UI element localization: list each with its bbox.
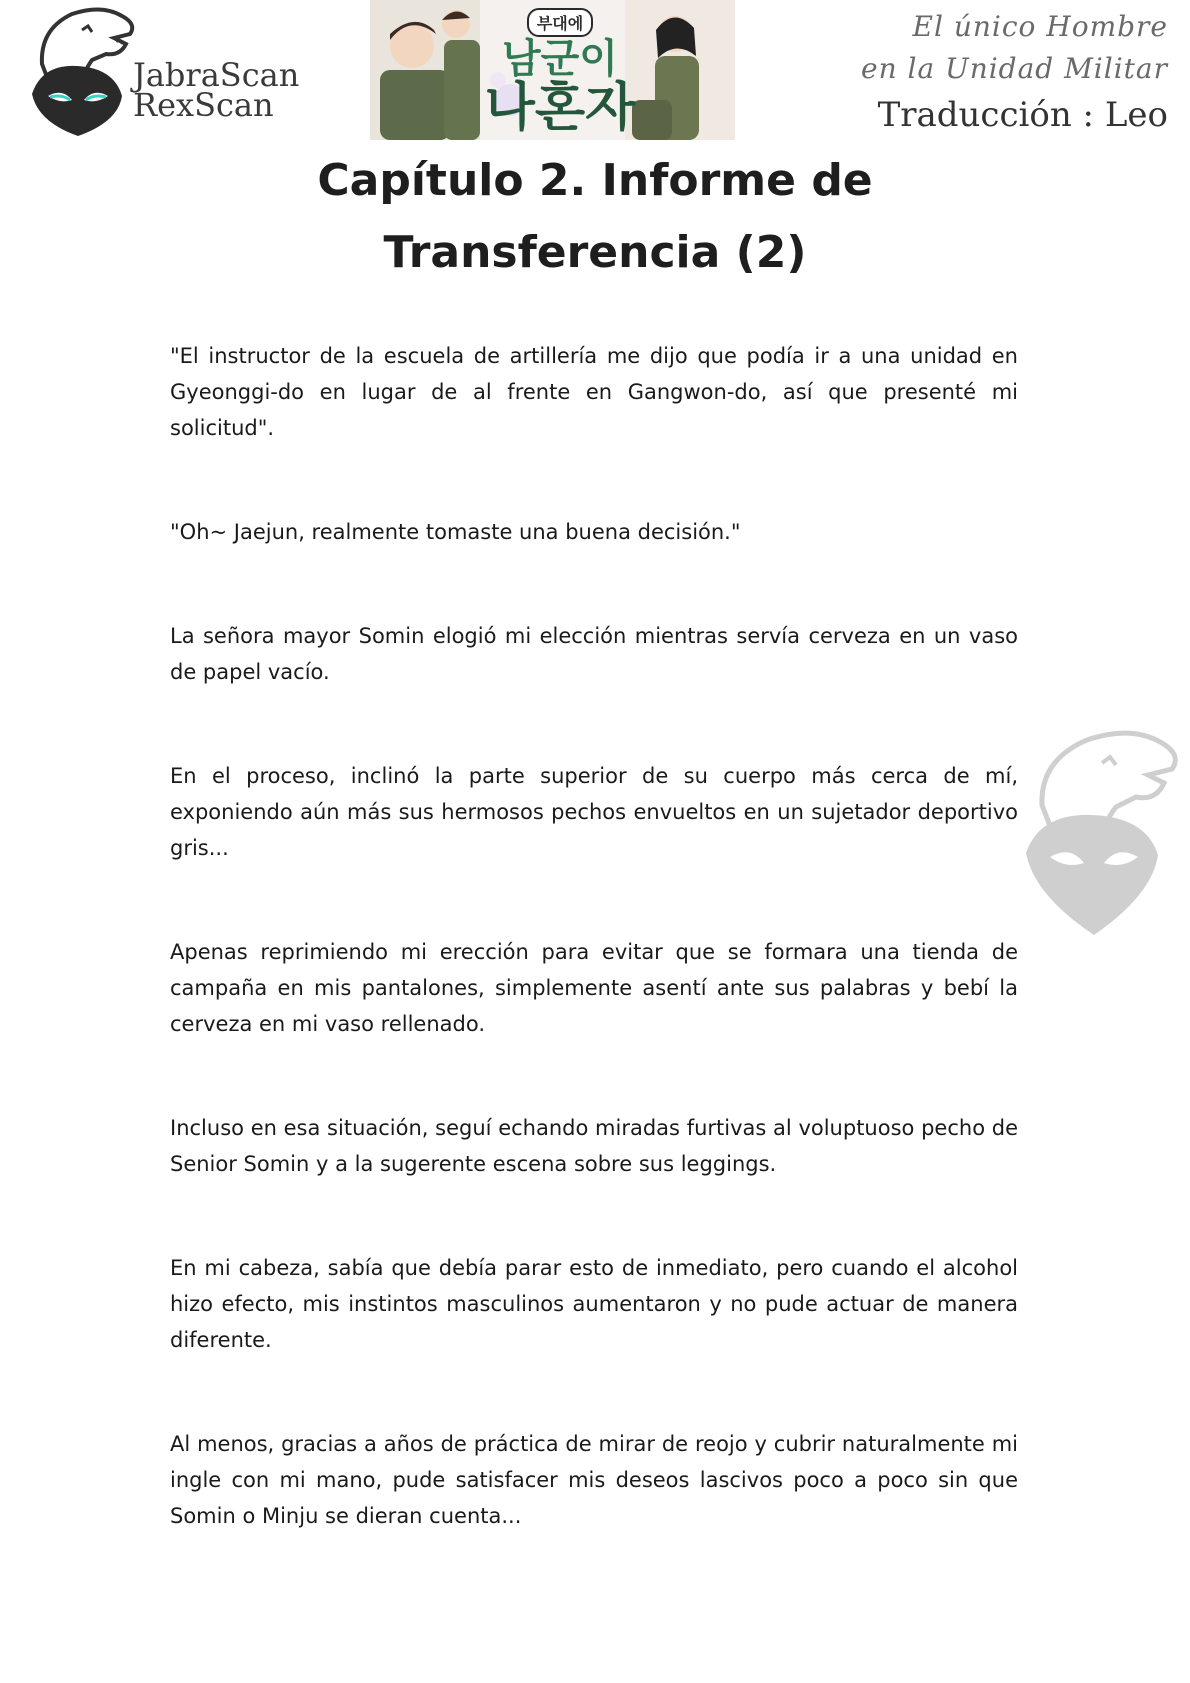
dinosaur-watermark-icon [1012, 725, 1187, 945]
paragraph: La señora mayor Somin elogió mi elección mientras servía cerveza en un vaso de papel vacío. [170, 624, 1018, 684]
chapter-title-line-1: Capítulo 2. Informe de [317, 155, 873, 206]
paragraph: "El instructor de la escuela de artillería me dijo que podía ir a una unidad en Gyeonggi-do en lugar de al frente en Gangwon-do, así que presenté mi solicitud". [170, 344, 1018, 440]
site-logo-text [133, 56, 300, 124]
paragraph: En el proceso, inclinó la parte superior de su cuerpo más cerca de mí, exponiendo aún más sus hermosos pechos envueltos en un sujetador deportivo gris... [170, 764, 1018, 860]
paragraph: "Oh~ Jaejun, realmente tomaste una buena decisión." [170, 520, 741, 544]
paragraph: En mi cabeza, sabía que debía parar esto de inmediato, pero cuando el alcohol hizo efecto, mis instintos masculinos aumentaron y no pude actuar de manera diferente. [170, 1256, 1018, 1352]
series-info [861, 6, 1168, 140]
series-title-line-2: en la Unidad Militar [861, 52, 1168, 85]
paragraph: Incluso en esa situación, seguí echando miradas furtivas al voluptuoso pecho de Senior Somin y a la sugerente escena sobre sus leggings. [170, 1116, 1018, 1176]
webtoon-cover-banner [370, 0, 735, 140]
series-title-line-1: El único Hombre [912, 10, 1168, 43]
logo-line-2: RexScan [133, 86, 274, 124]
paragraph: Al menos, gracias a años de práctica de mirar de reojo y cubrir naturalmente mi ingle con mi mano, pude satisfacer mis deseos lascivos poco a poco sin que Somin o Minju se dieran cuenta... [170, 1432, 1018, 1528]
paragraph: Apenas reprimiendo mi erección para evitar que se formara una tienda de campaña en mis pantalones, simplemente asentí ante sus palabras y bebí la cerveza en mi vaso rellenado. [170, 940, 1018, 1036]
banner-small-label: 부대에 [527, 8, 593, 37]
chapter-body [170, 338, 1018, 1534]
page-header [0, 0, 1190, 145]
banner-line-2: 나혼자 [484, 78, 636, 138]
translator-credit: Traducción : Leo [877, 95, 1168, 135]
chapter-title-line-2: Transferencia (2) [383, 227, 807, 278]
banner-title [470, 8, 650, 138]
banner-line-1: 남군이 [502, 36, 618, 82]
dinosaur-mascot-icon [22, 4, 142, 140]
page-title [0, 145, 1190, 289]
logo-line-1: JabraScan [133, 56, 300, 94]
